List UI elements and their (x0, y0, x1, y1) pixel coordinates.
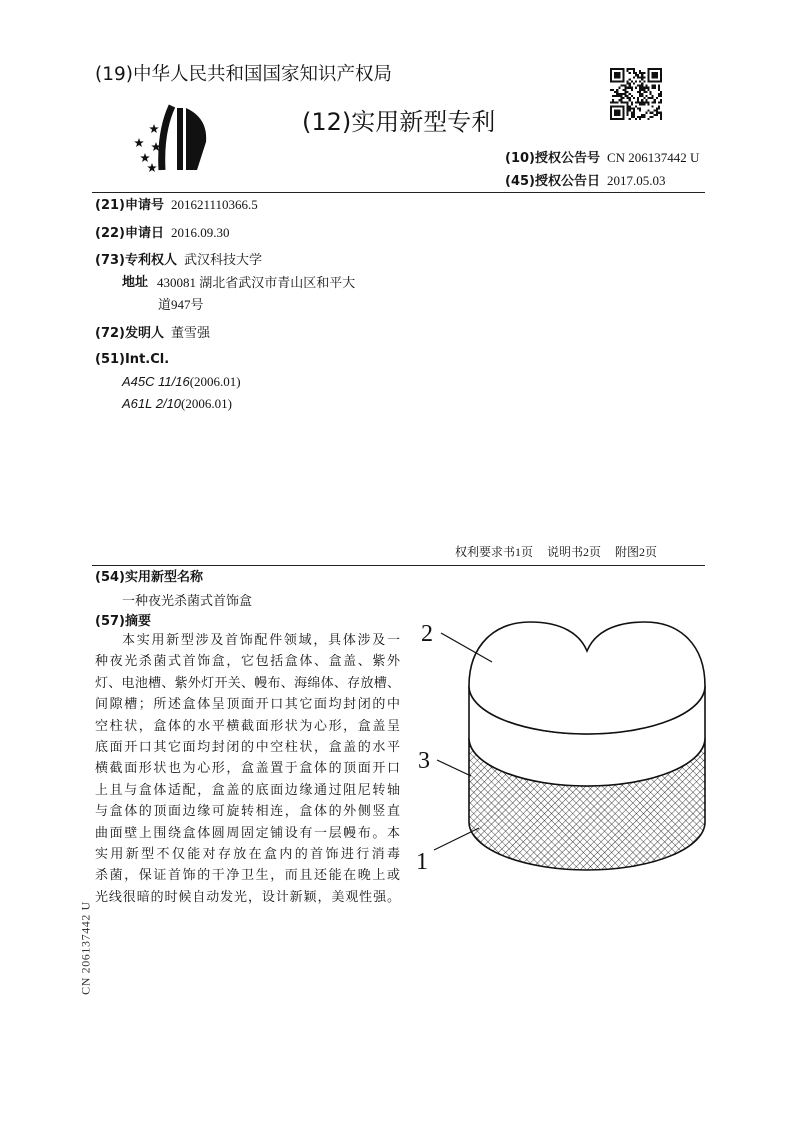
callout-label: 3 (418, 748, 430, 774)
publication-number-value: CN 206137442 U (606, 150, 700, 165)
abstract-line: 杀菌，保证首饰的干净卫生，而且还能在晚上或 (95, 867, 400, 883)
header-divider (92, 192, 705, 193)
side-publication-number: CN 206137442 U (78, 901, 93, 995)
publication-date-label: (45)授权公告日 (505, 174, 600, 189)
inventor-label: (72)发明人 (95, 326, 164, 341)
callout-label: 1 (416, 849, 428, 875)
logo-column (177, 108, 183, 170)
abstract-line: 灯、电池槽、紫外灯开关、幔布、海绵体、存放槽、 (95, 674, 400, 690)
abstract-line: 间隙槽；所述盒体呈顶面开口其它面均封闭的中 (95, 696, 400, 712)
application-number-value: 201621110366.5 (170, 197, 258, 212)
heart-lid-top (469, 622, 705, 734)
abstract-drawing (410, 610, 710, 878)
abstract-line: 实用新型不仅能对存放在盒内的首饰进行消毒 (95, 845, 400, 861)
callout-label: 2 (421, 621, 433, 647)
utility-model-title: 一种夜光杀菌式首饰盒 (122, 593, 253, 608)
document-type: (12)实用新型专利 (302, 108, 496, 136)
abstract-line: 曲面壁上围绕盒体圆周固定铺设有一层幔布。本 (95, 824, 400, 840)
logo-lobe (186, 108, 206, 170)
description-page-count: 说明书2页 (547, 545, 602, 559)
int-cl-code: A45C 11/16 (122, 374, 190, 389)
abstract-line: 光线很暗的时候自动发光，设计新颖，美观性强。 (95, 888, 400, 904)
int-cl-version: (2006.01) (189, 374, 241, 389)
application-number-label: (21)申请号 (95, 198, 164, 213)
leader-line (434, 828, 479, 850)
issuing-office: (19)中华人民共和国国家知识产权局 (95, 64, 392, 85)
patentee-label: (73)专利权人 (95, 253, 177, 268)
abstract-body (95, 629, 400, 907)
int-cl-label: (51)Int.Cl. (95, 352, 170, 367)
leader-line (437, 760, 471, 776)
title-label: (54)实用新型名称 (95, 570, 203, 585)
section-divider (92, 565, 705, 566)
int-cl-class-row (122, 396, 232, 412)
abstract-line: 底面开口其它面均封闭的中空柱状，盒盖的水平 (95, 738, 400, 754)
publication-number-label: (10)授权公告号 (505, 151, 600, 166)
int-cl-class-row (122, 374, 241, 390)
publication-date-row (505, 173, 665, 190)
abstract-line: 种夜光杀菌式首饰盒，它包括盒体、盒盖、紫外 (95, 653, 400, 669)
publication-date-value: 2017.05.03 (606, 173, 666, 188)
inventor-value: 董雪强 (170, 325, 210, 340)
logo-arc (162, 106, 172, 170)
address-label: 地址 (122, 275, 149, 290)
int-cl-version: (2006.01) (181, 396, 232, 411)
logo-star-icon (149, 124, 159, 133)
patentee-row (95, 252, 262, 269)
abstract-line: 上且与盒体适配，盒盖的底面边缘通过阻尼转轴 (95, 781, 400, 797)
abstract-label: (57)摘要 (95, 614, 151, 629)
abstract-line: 与盒体的顶面边缘可旋转相连，盒体的外侧竖直 (95, 803, 400, 819)
abstract-line: 空柱状，盒体的水平横截面形状为心形，盒盖呈 (95, 717, 400, 733)
application-number-row (95, 197, 258, 214)
inventor-row (95, 325, 210, 342)
cnipa-emblem-icon (128, 100, 212, 176)
logo-star-icon (140, 153, 150, 162)
logo-star-icon (147, 163, 157, 172)
address-line-2: 道947号 (158, 297, 204, 312)
page-counts (455, 545, 657, 560)
filing-date-value: 2016.09.30 (170, 225, 230, 240)
abstract-line: 本实用新型涉及首饰配件领域，具体涉及一 (122, 632, 400, 647)
filing-date-row (95, 225, 229, 242)
int-cl-code: A61L 2/10 (122, 396, 182, 411)
publication-number-row (505, 150, 699, 167)
filing-date-label: (22)申请日 (95, 226, 164, 241)
patentee-value: 武汉科技大学 (183, 252, 262, 267)
abstract-line: 横截面形状也为心形，盒盖置于盒体的顶面开口 (95, 760, 400, 776)
logo-star-icon (134, 138, 144, 147)
drawings-page-count: 附图2页 (615, 545, 658, 559)
address-line-1: 430081 湖北省武汉市青山区和平大 (157, 275, 356, 290)
qr-code-icon (610, 68, 662, 120)
claims-page-count: 权利要求书1页 (455, 545, 534, 559)
